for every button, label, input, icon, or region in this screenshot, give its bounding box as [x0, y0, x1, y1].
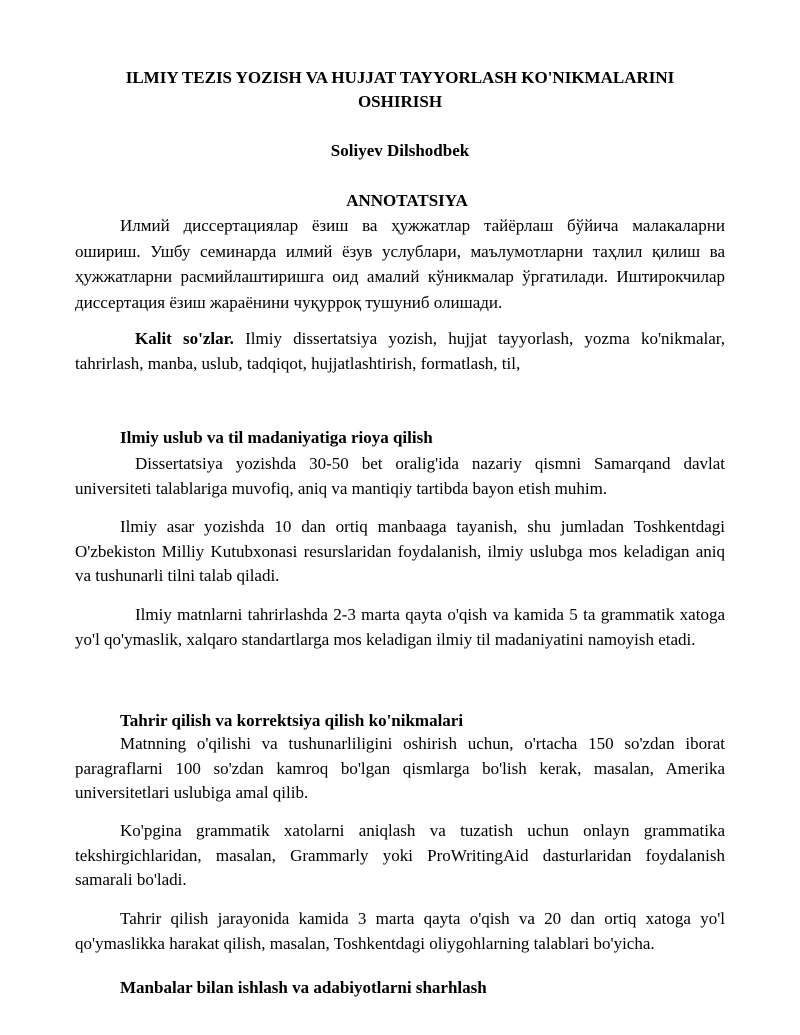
section2-paragraph-3: Tahrir qilish jarayonida kamida 3 marta qayta o'qish va 20 dan ortiq xatoga yo'l qo'ymaslikka harakat qilish, masalan, Toshkentdagi oliygohlarning talablari bo'yicha.: [75, 909, 725, 953]
section2-paragraph-1: Matnning o'qilishi va tushunarliligini oshirish uchun, o'rtacha 150 so'zdan iborat paragraflarni 100 so'zdan kamroq bo'lgan qismlarga bo'lish kerak, masalan, Amerika universitetlari uslubiga amal qilib.: [75, 734, 725, 802]
keywords-text: Ilmiy dissertatsiya yozish, hujjat tayyorlash, yozma ko'nikmalar, tahrirlash, manba, uslub, tadqiqot, hujjatlashtirish, formatlash, til,: [75, 329, 725, 373]
section-heading-3: Manbalar bilan ishlash va adabiyotlarni sharhlash: [120, 978, 487, 997]
annotation-text: Илмий диссертациялар ёзиш ва ҳужжатлар тайёрлаш бўйича малакаларни ошириш. Ушбу семинарда илмий ёзув услублари, маълумотларни таҳлил қилиш ва ҳужжатларни расмийлаштиришга оид амалий кўникмалар ўргатилади. Иштирокчилар диссертация ёзиш жараёнини чуқурроқ тушуниб олишади.: [75, 216, 725, 312]
keywords-paragraph: [75, 327, 725, 376]
keywords-label: Kalit so'zlar.: [135, 329, 234, 348]
section1-paragraph-3: Ilmiy matnlarni tahrirlashda 2-3 marta qayta o'qish va kamida 5 ta grammatik xatoga yo'l qo'ymaslik, xalqaro standartlarga mos keladigan ilmiy til madaniyatini namoyish etadi.: [75, 605, 725, 649]
section1-paragraph-2: Ilmiy asar yozishda 10 dan ortiq manbaaga tayanish, shu jumladan Toshkentdagi O'zbekiston Milliy Kutubxonasi resurslaridan foydalanish, ilmiy uslubga mos keladigan aniq va tushunarli tilni talab qiladi.: [75, 517, 725, 585]
section-heading-2: Tahrir qilish va korrektsiya qilish ko'nikmalari: [120, 711, 464, 730]
section2-paragraph-2: Ko'pgina grammatik xatolarni aniqlash va tuzatish uchun onlayn grammatika tekshirgichlaridan, masalan, Grammarly yoki ProWritingAid dasturlaridan foydalanish samarali bo'ladi.: [75, 821, 725, 889]
document-title: ILMIY TEZIS YOZISH VA HUJJAT TAYYORLASH KO'NIKMALARINI OSHIRISH: [125, 68, 675, 111]
author-name: Soliyev Dilshodbek: [330, 141, 470, 160]
annotation-heading: ANNOTATSIYA: [346, 191, 468, 210]
section-heading-1: Ilmiy uslub va til madaniyatiga rioya qilish: [120, 428, 433, 447]
section1-paragraph-1: Dissertatsiya yozishda 30-50 bet oralig'ida nazariy qismni Samarqand davlat universiteti talablariga muvofiq, aniq va mantiqiy tartibda bayon etish muhim.: [75, 454, 725, 498]
